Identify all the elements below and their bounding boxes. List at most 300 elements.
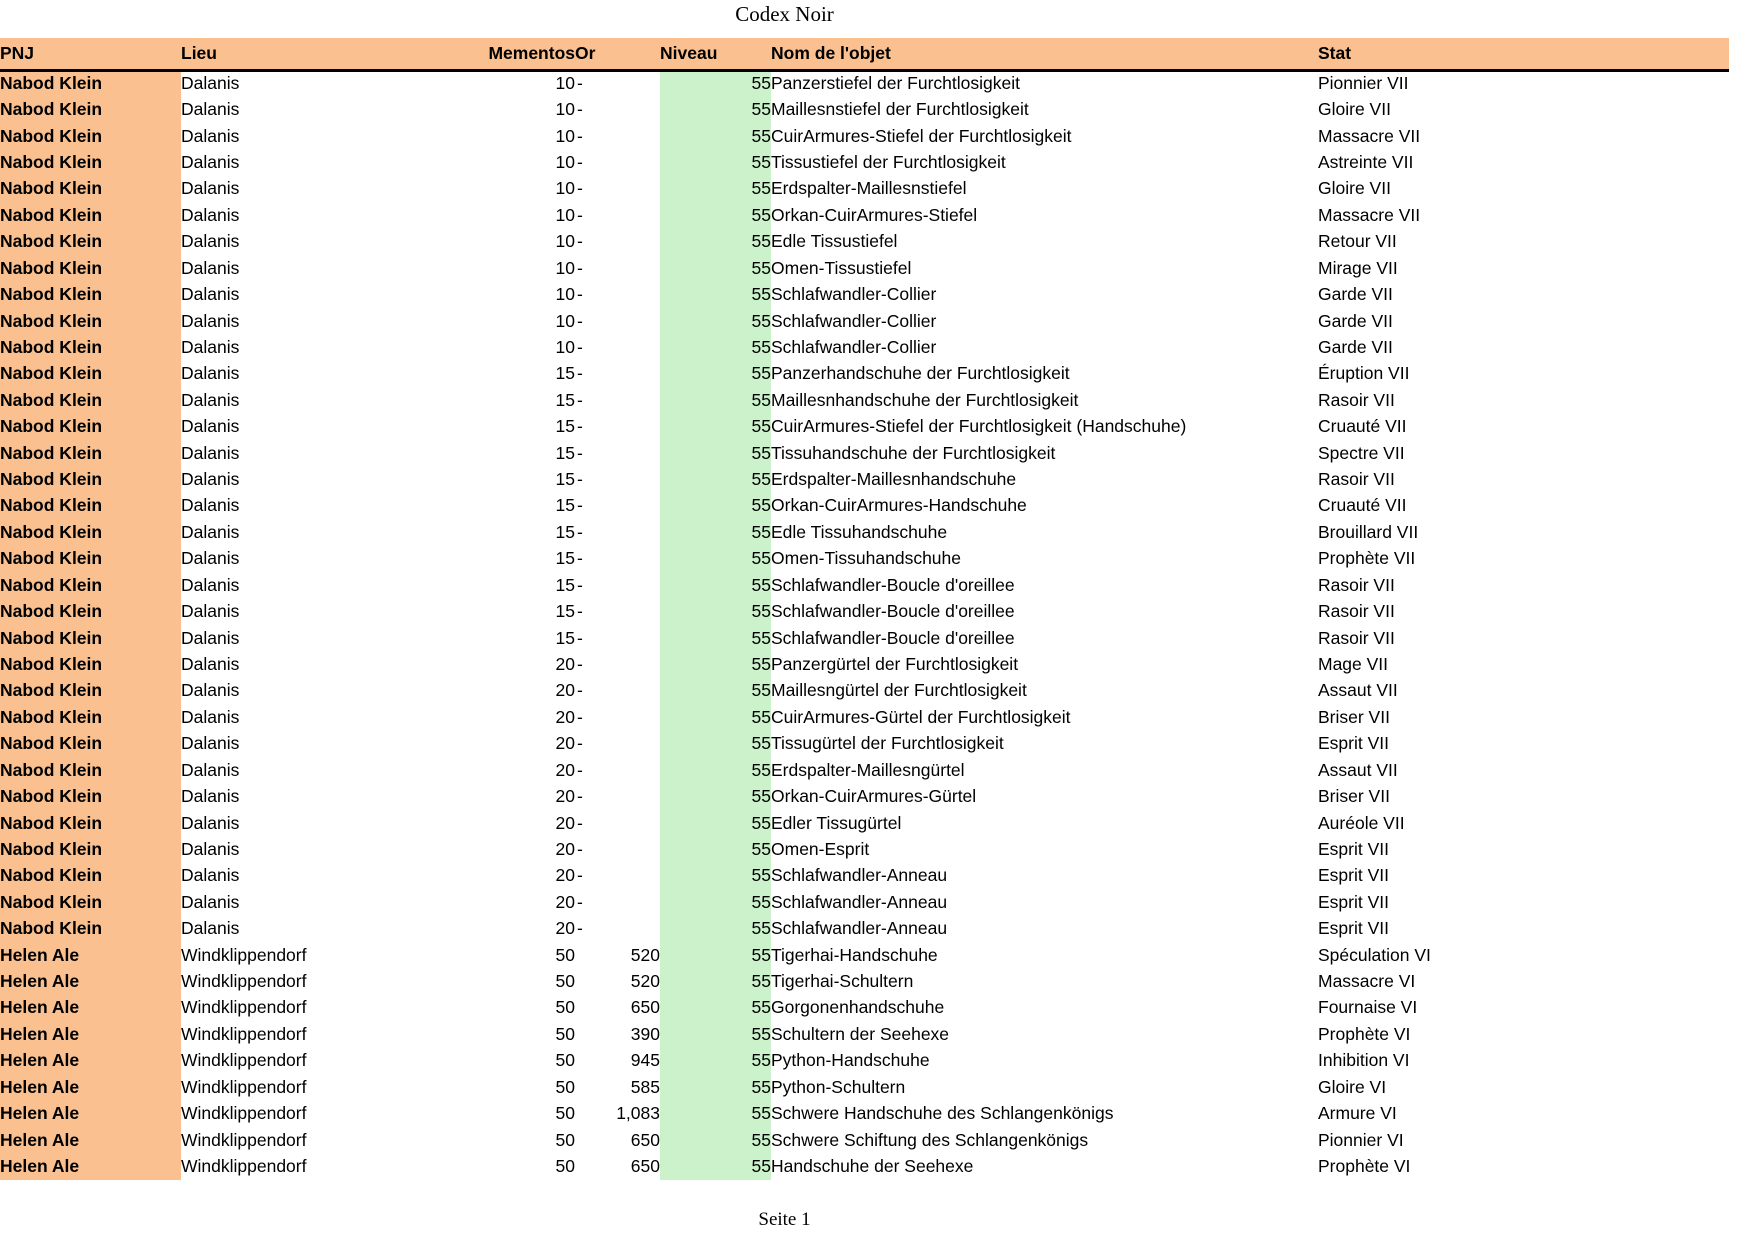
cell-lieu: Dalanis [181, 469, 240, 490]
cell-pnj: Nabod Klein [0, 731, 181, 757]
cell-lieu: Dalanis [181, 706, 240, 727]
cell-niveau: 55 [660, 255, 771, 281]
cell-pnj: Helen Ale [0, 942, 181, 968]
cell-lieu: Windklippendorf [181, 1129, 307, 1150]
column-header-pnj: PNJ [0, 38, 181, 70]
cell-lieu: Dalanis [181, 918, 240, 939]
cell-mementos: 15 [555, 574, 575, 595]
cell-lieu: Windklippendorf [181, 1103, 307, 1124]
cell-or: - [577, 838, 583, 859]
cell-or: - [577, 601, 583, 622]
cell-or: 650 [630, 997, 660, 1018]
table-row [0, 1048, 1729, 1074]
cell-pnj: Nabod Klein [0, 466, 181, 492]
cell-pnj: Helen Ale [0, 1074, 181, 1100]
column-header-or: Or [575, 38, 660, 70]
cell-stat: Massacre VII [1318, 204, 1421, 225]
column-header-lieu: Lieu [181, 38, 424, 70]
cell-stat: Rasoir VII [1318, 574, 1395, 595]
cell-pnj: Helen Ale [0, 995, 181, 1021]
cell-nom: Maillesnhandschuhe der Furchtlosigkeit [771, 389, 1079, 410]
cell-niveau: 55 [660, 889, 771, 915]
cell-lieu: Dalanis [181, 759, 240, 780]
cell-stat: Inhibition VI [1318, 1050, 1410, 1071]
cell-nom: Tissustiefel der Furchtlosigkeit [771, 151, 1006, 172]
cell-pnj: Nabod Klein [0, 281, 181, 307]
cell-or: - [577, 574, 583, 595]
cell-lieu: Dalanis [181, 442, 240, 463]
cell-pnj: Nabod Klein [0, 836, 181, 862]
cell-nom: CuirArmures-Stiefel der Furchtlosigkeit [771, 125, 1072, 146]
cell-stat: Astreinte VII [1318, 151, 1414, 172]
cell-niveau: 55 [660, 281, 771, 307]
cell-nom: Panzerstiefel der Furchtlosigkeit [771, 73, 1020, 94]
table-row [0, 625, 1729, 651]
cell-or: - [577, 178, 583, 199]
table-row [0, 413, 1729, 439]
cell-pnj: Nabod Klein [0, 863, 181, 889]
cell-stat: Prophète VI [1318, 1156, 1411, 1176]
cell-pnj: Nabod Klein [0, 598, 181, 624]
cell-mementos: 10 [555, 310, 575, 331]
cell-mementos: 15 [555, 442, 575, 463]
cell-mementos: 20 [555, 865, 575, 886]
cell-niveau: 55 [660, 440, 771, 466]
table-row [0, 176, 1729, 202]
cell-stat: Esprit VII [1318, 838, 1389, 859]
cell-lieu: Windklippendorf [181, 1050, 307, 1071]
cell-stat: Esprit VII [1318, 918, 1389, 939]
cell-or: - [577, 99, 583, 120]
cell-nom: Schlafwandler-Anneau [771, 891, 948, 912]
cell-niveau: 55 [660, 202, 771, 228]
table-row [0, 387, 1729, 413]
cell-niveau: 55 [660, 96, 771, 122]
cell-mementos: 20 [555, 812, 575, 833]
cell-pnj: Nabod Klein [0, 519, 181, 545]
cell-pnj: Nabod Klein [0, 387, 181, 413]
cell-nom: Orkan-CuirArmures-Stiefel [771, 204, 978, 225]
cell-mementos: 10 [555, 125, 575, 146]
cell-stat: Garde VII [1318, 336, 1393, 357]
cell-lieu: Dalanis [181, 151, 240, 172]
cell-stat: Prophète VII [1318, 548, 1416, 569]
cell-mementos: 10 [555, 73, 575, 94]
table-row [0, 1153, 1729, 1179]
cell-niveau: 55 [660, 1153, 771, 1179]
cell-nom: Edle Tissuhandschuhe [771, 521, 948, 542]
cell-lieu: Dalanis [181, 336, 240, 357]
cell-stat: Esprit VII [1318, 733, 1389, 754]
cell-lieu: Dalanis [181, 521, 240, 542]
cell-or: 650 [630, 1129, 660, 1150]
cell-mementos: 10 [555, 284, 575, 305]
cell-nom: Maillesngürtel der Furchtlosigkeit [771, 680, 1027, 701]
cell-mementos: 15 [555, 389, 575, 410]
cell-niveau: 55 [660, 519, 771, 545]
table-row [0, 572, 1729, 598]
cell-nom: Edle Tissustiefel [771, 231, 898, 252]
cell-mementos: 50 [555, 971, 575, 992]
cell-lieu: Dalanis [181, 495, 240, 516]
cell-lieu: Dalanis [181, 416, 240, 437]
cell-niveau: 55 [660, 731, 771, 757]
cell-lieu: Dalanis [181, 284, 240, 305]
cell-nom: Schlafwandler-Collier [771, 336, 937, 357]
cell-or: - [577, 363, 583, 384]
cell-niveau: 55 [660, 1048, 771, 1074]
cell-or: - [577, 284, 583, 305]
cell-lieu: Windklippendorf [181, 1076, 307, 1097]
cell-niveau: 55 [660, 308, 771, 334]
cell-niveau: 55 [660, 863, 771, 889]
table-row [0, 255, 1729, 281]
cell-nom: Gorgonenhandschuhe [771, 997, 945, 1018]
table-row [0, 598, 1729, 624]
page-title: Codex Noir [735, 2, 834, 26]
cell-niveau: 55 [660, 625, 771, 651]
table-row [0, 308, 1729, 334]
cell-mementos: 15 [555, 469, 575, 490]
cell-stat: Rasoir VII [1318, 389, 1395, 410]
cell-mementos: 50 [555, 1129, 575, 1150]
cell-pnj: Nabod Klein [0, 229, 181, 255]
cell-mementos: 15 [555, 548, 575, 569]
cell-niveau: 55 [660, 572, 771, 598]
cell-or: - [577, 786, 583, 807]
table-row [0, 334, 1729, 360]
cell-mementos: 10 [555, 178, 575, 199]
cell-pnj: Nabod Klein [0, 202, 181, 228]
table-row [0, 704, 1729, 730]
cell-or: - [577, 73, 583, 94]
cell-nom: Schwere Schiftung des Schlangenkönigs [771, 1129, 1089, 1150]
cell-lieu: Windklippendorf [181, 1156, 307, 1176]
cell-mementos: 20 [555, 759, 575, 780]
cell-lieu: Dalanis [181, 257, 240, 278]
cell-pnj: Nabod Klein [0, 70, 181, 96]
cell-stat: Esprit VII [1318, 891, 1389, 912]
cell-or: 390 [630, 1023, 660, 1044]
cell-mementos: 15 [555, 627, 575, 648]
cell-lieu: Windklippendorf [181, 997, 307, 1018]
cell-stat: Briser VII [1318, 706, 1390, 727]
cell-nom: Schlafwandler-Anneau [771, 918, 948, 939]
cell-stat: Esprit VII [1318, 865, 1389, 886]
cell-niveau: 55 [660, 149, 771, 175]
cell-nom: Orkan-CuirArmures-Gürtel [771, 786, 977, 807]
cell-pnj: Helen Ale [0, 1127, 181, 1153]
cell-or: - [577, 548, 583, 569]
cell-or: - [577, 204, 583, 225]
cell-or: - [577, 257, 583, 278]
cell-mementos: 20 [555, 786, 575, 807]
table-row [0, 361, 1729, 387]
cell-mementos: 10 [555, 204, 575, 225]
cell-niveau: 55 [660, 70, 771, 96]
cell-niveau: 55 [660, 916, 771, 942]
cell-lieu: Dalanis [181, 178, 240, 199]
cell-nom: Schlafwandler-Boucle d'oreillee [771, 627, 1015, 648]
cell-niveau: 55 [660, 1100, 771, 1126]
cell-niveau: 55 [660, 176, 771, 202]
cell-pnj: Nabod Klein [0, 757, 181, 783]
cell-niveau: 55 [660, 1127, 771, 1153]
cell-niveau: 55 [660, 229, 771, 255]
table-row [0, 202, 1729, 228]
cell-stat: Rasoir VII [1318, 469, 1395, 490]
table-row [0, 678, 1729, 704]
cell-mementos: 50 [555, 1103, 575, 1124]
cell-nom: Panzerhandschuhe der Furchtlosigkeit [771, 363, 1070, 384]
cell-niveau: 55 [660, 651, 771, 677]
cell-mementos: 10 [555, 99, 575, 120]
table-row [0, 493, 1729, 519]
cell-or: - [577, 918, 583, 939]
table-row [0, 70, 1729, 96]
table-row [0, 229, 1729, 255]
table-body [0, 70, 1729, 1180]
cell-nom: Omen-Tissuhandschuhe [771, 548, 962, 569]
column-header-stat: Stat [1318, 38, 1729, 70]
cell-lieu: Dalanis [181, 865, 240, 886]
cell-nom: Schwere Handschuhe des Schlangenkönigs [771, 1103, 1114, 1124]
cell-pnj: Nabod Klein [0, 361, 181, 387]
cell-or: - [577, 336, 583, 357]
cell-nom: CuirArmures-Gürtel der Furchtlosigkeit [771, 706, 1071, 727]
cell-lieu: Dalanis [181, 548, 240, 569]
table-row [0, 783, 1729, 809]
table-row [0, 731, 1729, 757]
cell-pnj: Nabod Klein [0, 308, 181, 334]
cell-or: - [577, 389, 583, 410]
cell-lieu: Dalanis [181, 680, 240, 701]
cell-nom: Erdspalter-Maillesnhandschuhe [771, 469, 1017, 490]
table-row [0, 149, 1729, 175]
cell-mementos: 15 [555, 495, 575, 516]
cell-mementos: 15 [555, 601, 575, 622]
cell-stat: Fournaise VI [1318, 997, 1418, 1018]
cell-or: - [577, 310, 583, 331]
cell-lieu: Dalanis [181, 838, 240, 859]
cell-mementos: 50 [555, 997, 575, 1018]
cell-nom: Edler Tissugürtel [771, 812, 902, 833]
cell-stat: Mirage VII [1318, 257, 1398, 278]
cell-mementos: 50 [555, 1023, 575, 1044]
cell-lieu: Dalanis [181, 733, 240, 754]
cell-stat: Assaut VII [1318, 680, 1398, 701]
cell-stat: Massacre VII [1318, 125, 1421, 146]
cell-or: 650 [630, 1156, 660, 1176]
cell-pnj: Nabod Klein [0, 916, 181, 942]
cell-niveau: 55 [660, 413, 771, 439]
cell-stat: Pionnier VI [1318, 1129, 1404, 1150]
cell-nom: Maillesnstiefel der Furchtlosigkeit [771, 99, 1029, 120]
cell-nom: Tigerhai-Handschuhe [771, 944, 938, 965]
table-row [0, 1021, 1729, 1047]
cell-stat: Garde VII [1318, 284, 1393, 305]
table-row [0, 916, 1729, 942]
cell-mementos: 15 [555, 363, 575, 384]
cell-or: - [577, 231, 583, 252]
cell-nom: Tigerhai-Schultern [771, 971, 914, 992]
cell-nom: Omen-Tissustiefel [771, 257, 912, 278]
cell-niveau: 55 [660, 598, 771, 624]
cell-lieu: Dalanis [181, 389, 240, 410]
table-row [0, 440, 1729, 466]
cell-pnj: Nabod Klein [0, 572, 181, 598]
cell-nom: Schlafwandler-Anneau [771, 865, 948, 886]
cell-mementos: 20 [555, 918, 575, 939]
table-row [0, 836, 1729, 862]
cell-pnj: Helen Ale [0, 1153, 181, 1179]
cell-niveau: 55 [660, 783, 771, 809]
cell-lieu: Dalanis [181, 786, 240, 807]
cell-nom: Tissuhandschuhe der Furchtlosigkeit [771, 442, 1056, 463]
cell-pnj: Nabod Klein [0, 149, 181, 175]
cell-niveau: 55 [660, 942, 771, 968]
cell-niveau: 55 [660, 361, 771, 387]
cell-mementos: 10 [555, 151, 575, 172]
cell-pnj: Nabod Klein [0, 176, 181, 202]
cell-pnj: Nabod Klein [0, 546, 181, 572]
cell-stat: Garde VII [1318, 310, 1393, 331]
cell-pnj: Nabod Klein [0, 96, 181, 122]
cell-pnj: Nabod Klein [0, 625, 181, 651]
cell-stat: Spéculation VI [1318, 944, 1431, 965]
cell-niveau: 55 [660, 836, 771, 862]
cell-mementos: 50 [555, 1076, 575, 1097]
table-row [0, 466, 1729, 492]
cell-lieu: Dalanis [181, 99, 240, 120]
cell-niveau: 55 [660, 493, 771, 519]
cell-niveau: 55 [660, 810, 771, 836]
table-row [0, 651, 1729, 677]
cell-or: 1,083 [616, 1103, 660, 1124]
cell-niveau: 55 [660, 387, 771, 413]
cell-mementos: 50 [555, 944, 575, 965]
table-row [0, 968, 1729, 994]
cell-mementos: 50 [555, 1050, 575, 1071]
cell-niveau: 55 [660, 123, 771, 149]
cell-niveau: 55 [660, 757, 771, 783]
cell-nom: Schlafwandler-Collier [771, 284, 937, 305]
cell-mementos: 20 [555, 653, 575, 674]
cell-pnj: Nabod Klein [0, 255, 181, 281]
cell-stat: Mage VII [1318, 653, 1389, 674]
cell-stat: Assaut VII [1318, 759, 1398, 780]
cell-niveau: 55 [660, 678, 771, 704]
cell-nom: Panzergürtel der Furchtlosigkeit [771, 653, 1019, 674]
cell-pnj: Nabod Klein [0, 810, 181, 836]
cell-nom: Schlafwandler-Collier [771, 310, 937, 331]
cell-or: - [577, 733, 583, 754]
cell-nom: Schultern der Seehexe [771, 1023, 950, 1044]
cell-pnj: Nabod Klein [0, 783, 181, 809]
cell-pnj: Helen Ale [0, 1021, 181, 1047]
cell-niveau: 55 [660, 466, 771, 492]
cell-or: - [577, 706, 583, 727]
column-header-mementos: Mementos [424, 38, 575, 70]
cell-mementos: 10 [555, 257, 575, 278]
cell-or: - [577, 680, 583, 701]
cell-pnj: Nabod Klein [0, 704, 181, 730]
cell-lieu: Dalanis [181, 204, 240, 225]
cell-stat: Spectre VII [1318, 442, 1405, 463]
cell-or: - [577, 865, 583, 886]
cell-pnj: Nabod Klein [0, 413, 181, 439]
cell-nom: Python-Handschuhe [771, 1050, 930, 1071]
cell-pnj: Nabod Klein [0, 651, 181, 677]
cell-stat: Brouillard VII [1318, 521, 1419, 542]
table-row [0, 1074, 1729, 1100]
cell-lieu: Windklippendorf [181, 1023, 307, 1044]
cell-stat: Rasoir VII [1318, 601, 1395, 622]
cell-lieu: Windklippendorf [181, 971, 307, 992]
cell-or: - [577, 812, 583, 833]
cell-pnj: Nabod Klein [0, 889, 181, 915]
table-row [0, 96, 1729, 122]
cell-or: - [577, 891, 583, 912]
cell-mementos: 20 [555, 733, 575, 754]
cell-nom: Schlafwandler-Boucle d'oreillee [771, 601, 1015, 622]
cell-or: 520 [630, 971, 660, 992]
cell-stat: Gloire VII [1318, 178, 1391, 199]
cell-niveau: 55 [660, 334, 771, 360]
cell-stat: Éruption VII [1318, 363, 1410, 384]
column-header-nom: Nom de l'objet [771, 38, 1318, 70]
cell-or: - [577, 469, 583, 490]
cell-pnj: Helen Ale [0, 1048, 181, 1074]
cell-mementos: 20 [555, 838, 575, 859]
cell-or: - [577, 495, 583, 516]
cell-mementos: 15 [555, 521, 575, 542]
cell-mementos: 50 [555, 1156, 575, 1176]
column-header-niveau: Niveau [660, 38, 771, 70]
cell-mementos: 10 [555, 336, 575, 357]
cell-stat: Armure VI [1318, 1103, 1397, 1124]
cell-lieu: Dalanis [181, 653, 240, 674]
cell-niveau: 55 [660, 968, 771, 994]
cell-lieu: Dalanis [181, 812, 240, 833]
cell-niveau: 55 [660, 995, 771, 1021]
cell-nom: Python-Schultern [771, 1076, 906, 1097]
cell-pnj: Nabod Klein [0, 493, 181, 519]
table-row [0, 863, 1729, 889]
cell-pnj: Nabod Klein [0, 440, 181, 466]
table-row [0, 1100, 1729, 1126]
cell-or: - [577, 521, 583, 542]
cell-mementos: 20 [555, 680, 575, 701]
table-row [0, 519, 1729, 545]
cell-lieu: Dalanis [181, 310, 240, 331]
cell-mementos: 20 [555, 706, 575, 727]
cell-stat: Cruauté VII [1318, 416, 1407, 437]
cell-mementos: 10 [555, 231, 575, 252]
cell-stat: Massacre VI [1318, 971, 1416, 992]
table-row [0, 810, 1729, 836]
cell-or: 520 [630, 944, 660, 965]
cell-stat: Gloire VI [1318, 1076, 1387, 1097]
cell-nom: Handschuhe der Seehexe [771, 1156, 974, 1176]
cell-nom: CuirArmures-Stiefel der Furchtlosigkeit (Handschuhe) [771, 416, 1187, 437]
cell-stat: Pionnier VII [1318, 73, 1409, 94]
cell-lieu: Dalanis [181, 231, 240, 252]
table-row [0, 123, 1729, 149]
cell-or: - [577, 759, 583, 780]
cell-or: - [577, 151, 583, 172]
table-row [0, 281, 1729, 307]
